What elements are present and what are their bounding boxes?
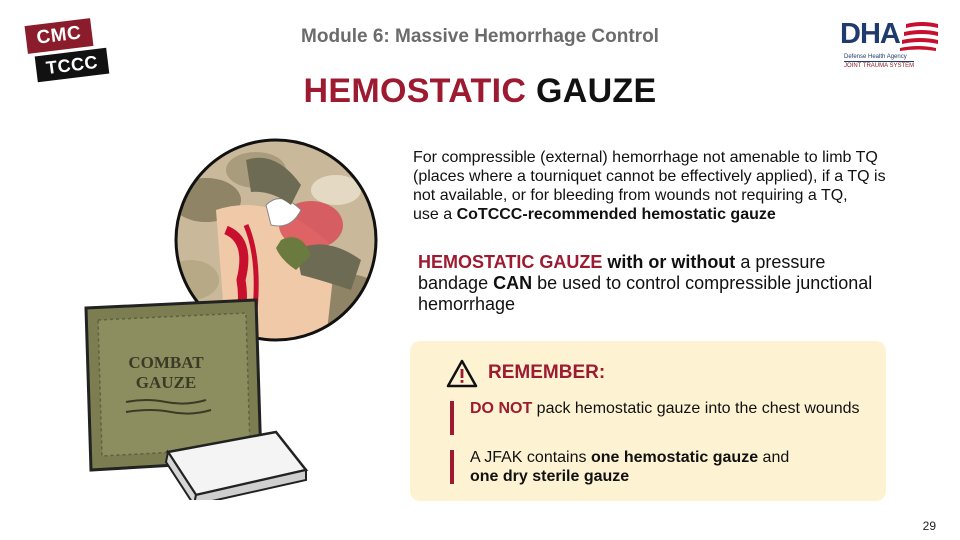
- remember-box: [410, 341, 886, 501]
- item-bar: [450, 450, 454, 484]
- package-label-line2: GAUZE: [135, 373, 197, 392]
- para2-red: HEMOSTATIC GAUZE: [418, 252, 603, 272]
- hemostatic-gauze-illustration: [76, 130, 396, 500]
- slide-title: [0, 72, 960, 111]
- page-number: 29: [922, 519, 936, 533]
- item1-text: pack hemostatic gauze into the chest wounds: [532, 400, 860, 417]
- para2-bold1: with or without: [602, 252, 736, 272]
- para1-text: For compressible (external) hemorrhage not amenable to limb TQ (places where a tourniquet cannot be effectively applied), if a TQ is not available, or for bleeding from wounds not requiring a TQ,: [413, 149, 886, 204]
- item2-text1: A JFAK contains: [470, 449, 591, 466]
- para2-mid: a pressure bandage: [418, 252, 826, 293]
- remember-item-2: [450, 448, 870, 486]
- junctional-paragraph: [418, 252, 888, 315]
- para1-prefix: use a: [413, 206, 457, 223]
- dha-mark: DHA: [840, 18, 900, 50]
- para2-end: be used to control compressible junctional hemorrhage: [418, 273, 873, 314]
- item2-bold1: one hemostatic gauze: [590, 449, 759, 466]
- dha-logo: [840, 18, 940, 70]
- para2-bold2: CAN: [493, 273, 533, 293]
- remember-title: REMEMBER:: [488, 362, 606, 383]
- logo-cmc-text: CMC: [25, 18, 94, 54]
- module-title: Module 6: Massive Hemorrhage Control: [301, 26, 659, 47]
- warning-icon: [446, 359, 478, 389]
- item1-red: DO NOT: [470, 400, 533, 417]
- package-label-line1: COMBAT: [128, 353, 204, 372]
- para1-bold: CoTCCC-recommended hemostatic gauze: [456, 206, 776, 223]
- remember-item-1: [450, 399, 870, 418]
- item-bar: [450, 401, 454, 435]
- instruction-paragraph: [413, 148, 893, 224]
- dha-system-name: JOINT TRAUMA SYSTEM: [844, 63, 915, 69]
- title-hemostatic: HEMOSTATIC: [303, 72, 527, 110]
- dha-agency-name: Defense Health Agency: [844, 54, 907, 60]
- title-gauze: GAUZE: [526, 72, 657, 110]
- logo-tccc-text: TCCC: [35, 48, 110, 83]
- item2-text2: and: [758, 449, 790, 466]
- item2-bold2: one dry sterile gauze: [470, 468, 630, 485]
